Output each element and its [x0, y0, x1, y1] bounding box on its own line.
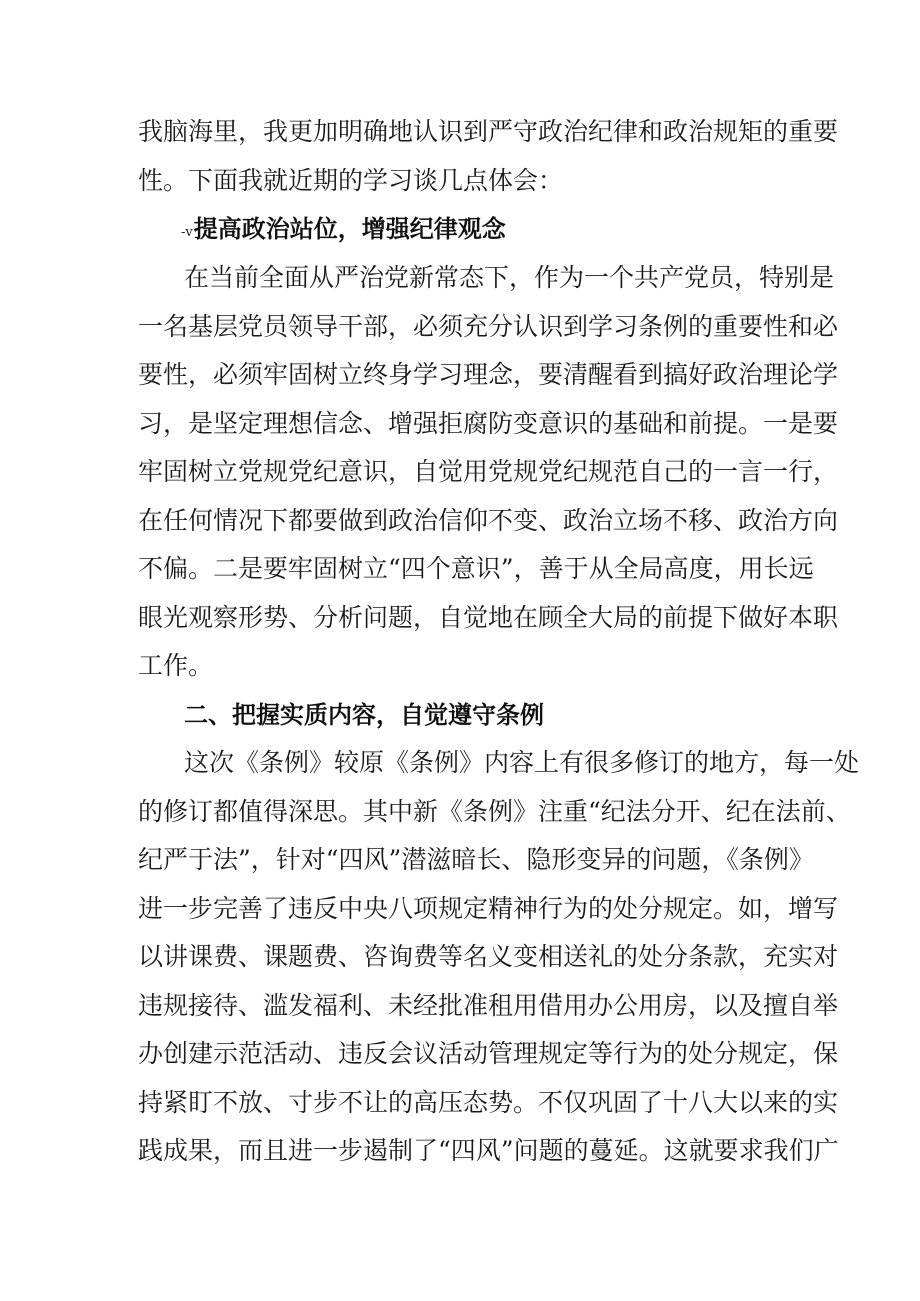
paragraph-line: 的修订都值得深思。其中新《条例》注重“纪法分开、纪在法前、	[138, 797, 851, 826]
paragraph-line: 习，是坚定理想信念、增强拒腐防变意识的基础和前提。一是要	[138, 409, 839, 438]
paragraph-line: 性。下面我就近期的学习谈几点体会：	[138, 166, 564, 195]
heading-marker: -v	[181, 225, 193, 240]
paragraph-line: 我脑海里，我更加明确地认识到严守政治纪律和政治规矩的重要	[138, 117, 839, 146]
paragraph-line: 纪严于法”，针对“四风”潜滋暗长、隐形变异的问题，《条例》	[138, 845, 814, 874]
paragraph-line: 违规接待、滥发福利、未经批准租用借用办公用房，以及擅自举	[138, 991, 839, 1020]
paragraph-line: 在任何情况下都要做到政治信仰不变、政治立场不移、政治方向	[138, 506, 839, 535]
paragraph-line: 这次《条例》较原《条例》内容上有很多修订的地方，每一处	[184, 748, 860, 777]
section-heading-1	[181, 210, 506, 248]
paragraph-line: 进一步完善了违反中央八项规定精神行为的处分规定。如，增写	[138, 894, 839, 923]
paragraph-line: 工作。	[138, 651, 214, 680]
paragraph-line: 在当前全面从严治党新常态下，作为一个共产党员，特别是	[184, 263, 835, 292]
section-heading-2: 二、把握实质内容，自觉遵守条例	[184, 701, 544, 729]
paragraph-line: 持紧盯不放、寸步不让的高压态势。不仅巩固了十八大以来的实	[138, 1088, 839, 1117]
paragraph-line: 办创建示范活动、违反会议活动管理规定等行为的处分规定，保	[138, 1039, 839, 1068]
paragraph-line: 眼光观察形势、分析问题，自觉地在顾全大局的前提下做好本职	[138, 603, 839, 632]
paragraph-line: 以讲课费、课题费、咨询费等名义变相送礼的处分条款，充实对	[138, 942, 839, 971]
paragraph-line: 践成果，而且进一步遏制了“四风”问题的蔓延。这就要求我们广	[138, 1136, 839, 1165]
paragraph-line: 牢固树立党规党纪意识，自觉用党规党纪规范自己的一言一行，	[138, 457, 839, 486]
paragraph-line: 一名基层党员领导干部，必须充分认识到学习条例的重要性和必	[138, 312, 839, 341]
section-heading-1-text: 提高政治站位，增强纪律观念	[193, 215, 506, 243]
paragraph-line: 不偏。二是要牢固树立“四个意识”，善于从全局高度，用长远	[138, 554, 814, 583]
paragraph-line: 要性，必须牢固树立终身学习理念，要清醒看到搞好政治理论学	[138, 360, 839, 389]
